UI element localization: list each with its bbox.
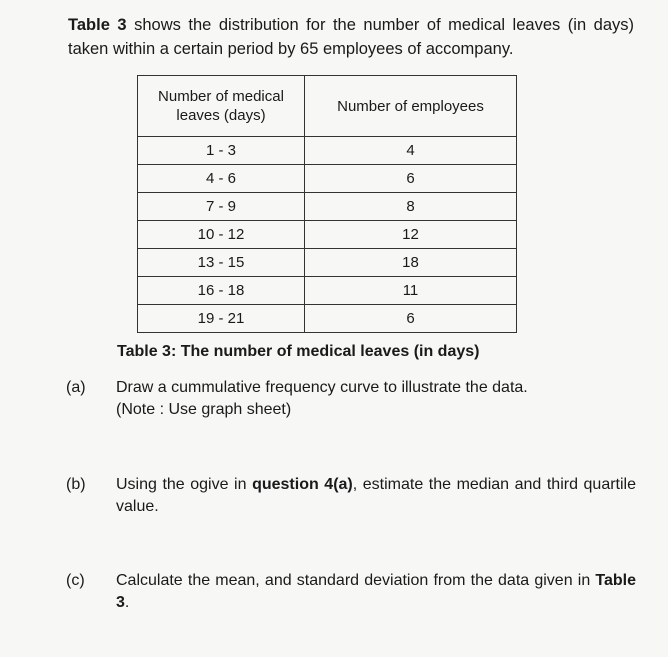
question-text: Using the ogive in question 4(a), estimate the median and third quartile value. bbox=[116, 476, 636, 515]
table-row bbox=[138, 137, 517, 165]
cell-days: 1 - 3 bbox=[138, 137, 305, 165]
cell-days: 4 - 6 bbox=[138, 165, 305, 193]
question-label: (b) bbox=[66, 476, 86, 493]
question-label: (a) bbox=[66, 379, 86, 396]
question-c bbox=[66, 570, 636, 614]
intro-paragraph bbox=[68, 13, 634, 61]
header-medical-leaves: Number of medical leaves (days) bbox=[138, 76, 305, 137]
cell-days: 7 - 9 bbox=[138, 193, 305, 221]
distribution-table bbox=[137, 75, 517, 333]
question-b bbox=[66, 474, 636, 518]
table-header-row bbox=[138, 76, 517, 137]
cell-days: 10 - 12 bbox=[138, 221, 305, 249]
question-a bbox=[66, 377, 636, 421]
question-label: (c) bbox=[66, 572, 85, 589]
cell-employees: 11 bbox=[305, 277, 517, 305]
table-caption: Table 3: The number of medical leaves (in days) bbox=[117, 343, 480, 360]
table-reference: Table 3 bbox=[68, 16, 127, 34]
cell-days: 19 - 21 bbox=[138, 305, 305, 333]
question-reference: question 4(a) bbox=[252, 476, 353, 493]
cell-employees: 12 bbox=[305, 221, 517, 249]
table-row bbox=[138, 305, 517, 333]
cell-employees: 4 bbox=[305, 137, 517, 165]
question-reference: Table 3 bbox=[116, 572, 636, 611]
table-row bbox=[138, 165, 517, 193]
table-row bbox=[138, 221, 517, 249]
question-text: Calculate the mean, and standard deviation from the data given in Table 3. bbox=[116, 572, 636, 611]
cell-employees: 6 bbox=[305, 305, 517, 333]
cell-days: 13 - 15 bbox=[138, 249, 305, 277]
question-text: Draw a cummulative frequency curve to illustrate the data. bbox=[116, 379, 528, 396]
question-note: (Note : Use graph sheet) bbox=[116, 401, 292, 418]
intro-text: shows the distribution for the number of medical leaves (in days) taken within a certain period by 65 employees of accompany. bbox=[68, 16, 634, 58]
table-row bbox=[138, 277, 517, 305]
table-row bbox=[138, 193, 517, 221]
cell-employees: 18 bbox=[305, 249, 517, 277]
cell-employees: 6 bbox=[305, 165, 517, 193]
cell-days: 16 - 18 bbox=[138, 277, 305, 305]
table-row bbox=[138, 249, 517, 277]
header-employees: Number of employees bbox=[305, 76, 517, 137]
cell-employees: 8 bbox=[305, 193, 517, 221]
